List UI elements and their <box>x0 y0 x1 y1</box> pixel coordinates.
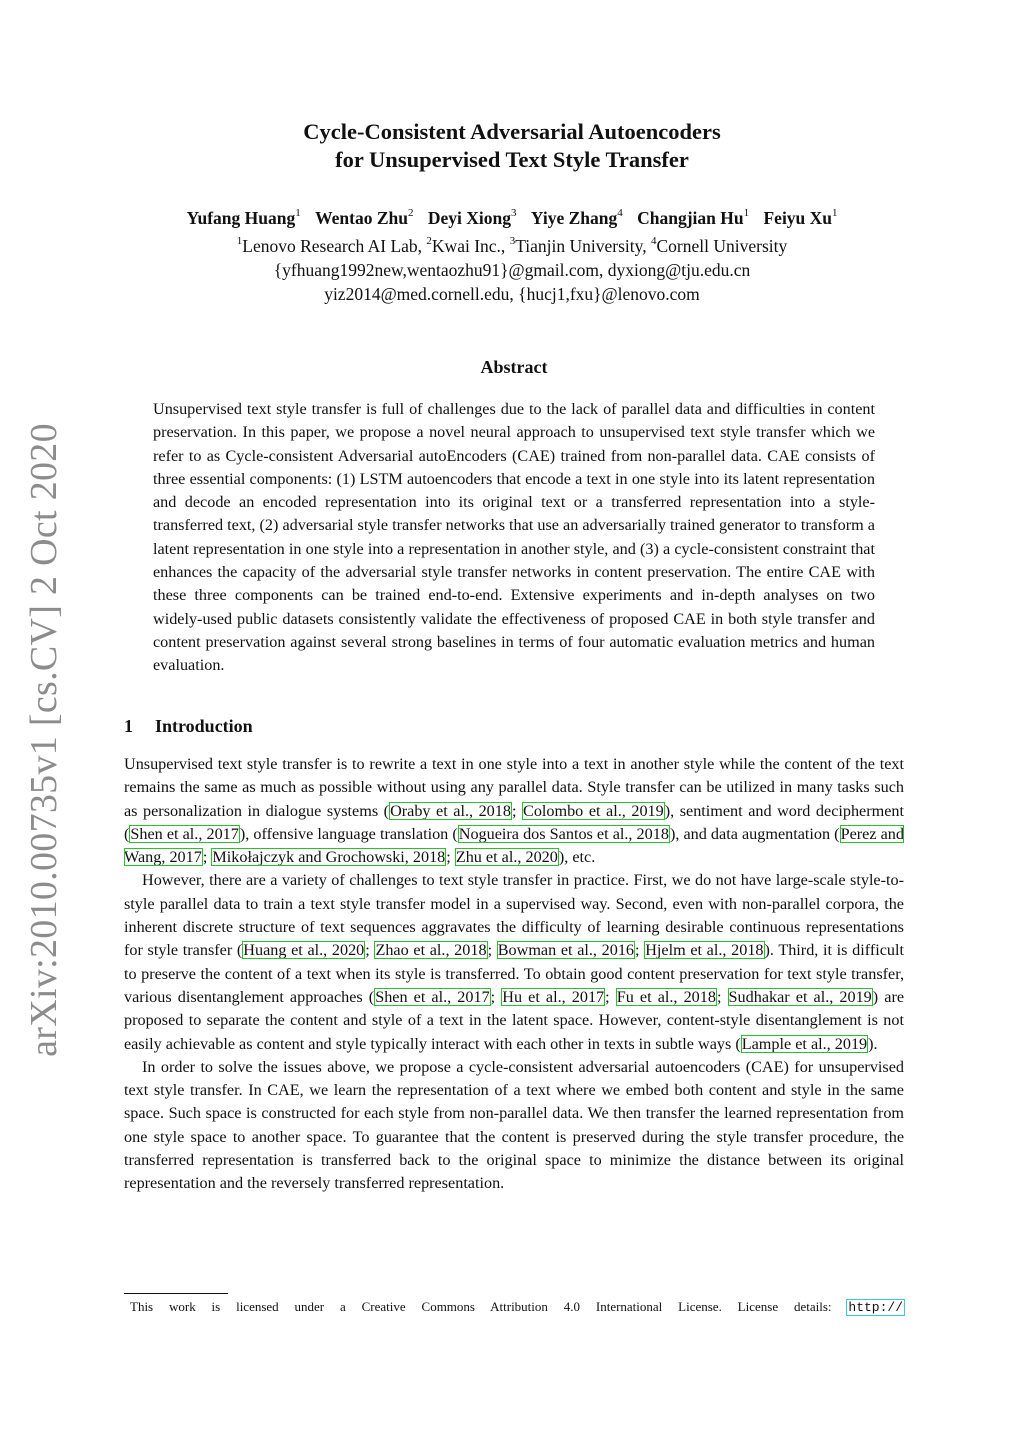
citation-link[interactable]: Hu et al., 2017 <box>502 987 605 1006</box>
citation-link[interactable]: Shen et al., 2017 <box>375 987 490 1006</box>
paper-title <box>0 118 1024 174</box>
citation-link[interactable]: Zhu et al., 2020 <box>455 848 558 867</box>
license-footnote: This work is licensed under a Creative Commons Attribution 4.0 International License. License details: http:// <box>130 1299 903 1315</box>
introduction-body <box>124 753 904 1196</box>
paragraph: In order to solve the issues above, we propose a cycle-consistent adversarial autoencoders (CAE) for unsupervised text style transfer. In CAE, we learn the representation of a text where we embed both content and style in the same space. Such space is constructed for each style from non-parallel data. We then transfer the learned representation from one style space to another space. To guarantee that the content is preserved during the style transfer procedure, the transferred representation is transferred back to the original space to minimize the distance between its original representation and the reversely transferred representation. <box>124 1057 904 1193</box>
citation-link[interactable]: Fu et al., 2018 <box>616 987 716 1006</box>
affiliations: $^1$Lenovo Research AI Lab, $^2$Kwai Inc., $^3$Tianjin University, $^4$Cornell University <box>236 234 788 256</box>
author-names <box>0 202 1024 230</box>
author-block <box>0 202 1024 306</box>
citation-link[interactable]: Bowman et al., 2016 <box>497 941 635 960</box>
citation-link[interactable]: Shen et al., 2017 <box>130 824 239 843</box>
title-line-1: Cycle-Consistent Adversarial Autoencoders <box>303 119 721 144</box>
citation-link[interactable]: Hjelm et al., 2018 <box>645 941 764 960</box>
arxiv-identifier-stamp: arXiv:2010.00735v1 [cs.CV] 2 Oct 2020 <box>23 423 65 1057</box>
author-emails-line-1: {yfhuang1992new,wentaozhu91}@gmail.com, dyxiong@tju.edu.cn <box>273 259 751 280</box>
license-url-link[interactable]: http:// <box>848 1300 903 1315</box>
citation-link[interactable]: Sudhakar et al., 2019 <box>728 987 872 1006</box>
author: Wentao Zhu$^2$ <box>315 207 414 228</box>
citation-link[interactable]: Colombo et al., 2019 <box>523 801 664 820</box>
citation-link[interactable]: Zhao et al., 2018 <box>375 941 487 960</box>
author: Changjian Hu$^1$ <box>637 207 750 228</box>
abstract-heading: Abstract <box>480 357 548 377</box>
citation-link[interactable]: Huang et al., 2020 <box>243 941 365 960</box>
citation-link[interactable]: Oraby et al., 2018 <box>390 801 511 820</box>
paragraph: However, there are a variety of challenges to text style transfer in practice. First, we do not have large-scale style-to-style parallel data to train a text style transfer model in a supervised way. Second, even with non-parallel corpora, the inherent discrete structure of text sequences aggravates the difficulty of learning desirable continuous representations for style transfer (Huang et al., 2020; Zhao et al., 2018; Bowman et al., 2016; Hjelm et al., 2018). Third, it is difficult to preserve the content of a text when its style is transferred. To obtain good content preservation for text style transfer, various disentanglement approaches (Shen et al., 2017; Hu et al., 2017; Fu et al., 2018; Sudhakar et al., 2019) are proposed to separate the content and style of a text in the latent space. However, content-style disentanglement is not easily achievable as content and style typically interact with each other in texts in subtle ways (Lample et al., 2019). <box>124 871 905 1053</box>
citation-link[interactable]: Lample et al., 2019 <box>741 1034 868 1053</box>
abstract-text: Unsupervised text style transfer is full of challenges due to the lack of parallel data and difficulties in content preservation. In this paper, we propose a novel neural approach to unsupervised text style transfer which we refer to as Cycle-consistent Adversarial autoEncoders (CAE) trained from non-parallel data. CAE consists of three essential components: (1) LSTM autoencoders that encode a text in one style into its latent representation and decode an encoded representation into its original text or a transferred representation into a style-transferred text, (2) adversarial style transfer networks that use an adversarially trained generator to transform a latent representation in one style into a representation in another style, and (3) a cycle-consistent constraint that enhances the capacity of the adversarial style transfer networks in content preservation. The entire CAE with these three components can be trained end-to-end. Extensive experiments and in-depth analyses on two widely-used public datasets consistently validate the effectiveness of proposed CAE in both style transfer and content preservation against several strong baselines in terms of four automatic evaluation metrics and human evaluation. <box>153 400 875 675</box>
author: Feiyu Xu$^1$ <box>763 207 838 228</box>
author: Yufang Huang$^1$ <box>186 207 301 228</box>
citation-link[interactable]: Nogueira dos Santos et al., 2018 <box>458 824 669 843</box>
paragraph: Unsupervised text style transfer is to rewrite a text in one style into a text in another style while the content of the text remains the same as much as possible without using any parallel data. Style transfer can be utilized in many tasks such as personalization in dialogue systems (Oraby et al., 2018; Colombo et al., 2019), sentiment and word decipherment (Shen et al., 2017), offensive language translation (Nogueira dos Santos et al., 2018), and data augmentation (Perez and Wang, 2017; Mikołajczyk and Grochowski, 2018; Zhu et al., 2020), etc. <box>124 755 905 867</box>
title-line-2: for Unsupervised Text Style Transfer <box>335 147 689 172</box>
footnote-rule <box>124 1293 228 1294</box>
author-emails-line-2: yiz2014@med.cornell.edu, {hucj1,fxu}@lenovo.com <box>324 283 700 304</box>
citation-link[interactable]: Perez and Wang, 2017 <box>124 824 904 867</box>
section-heading-introduction: 1 Introduction <box>124 716 253 736</box>
author: Yiye Zhang$^4$ <box>530 207 623 228</box>
citation-link[interactable]: Mikołajczyk and Grochowski, 2018 <box>212 848 446 867</box>
author: Deyi Xiong$^3$ <box>427 207 517 228</box>
